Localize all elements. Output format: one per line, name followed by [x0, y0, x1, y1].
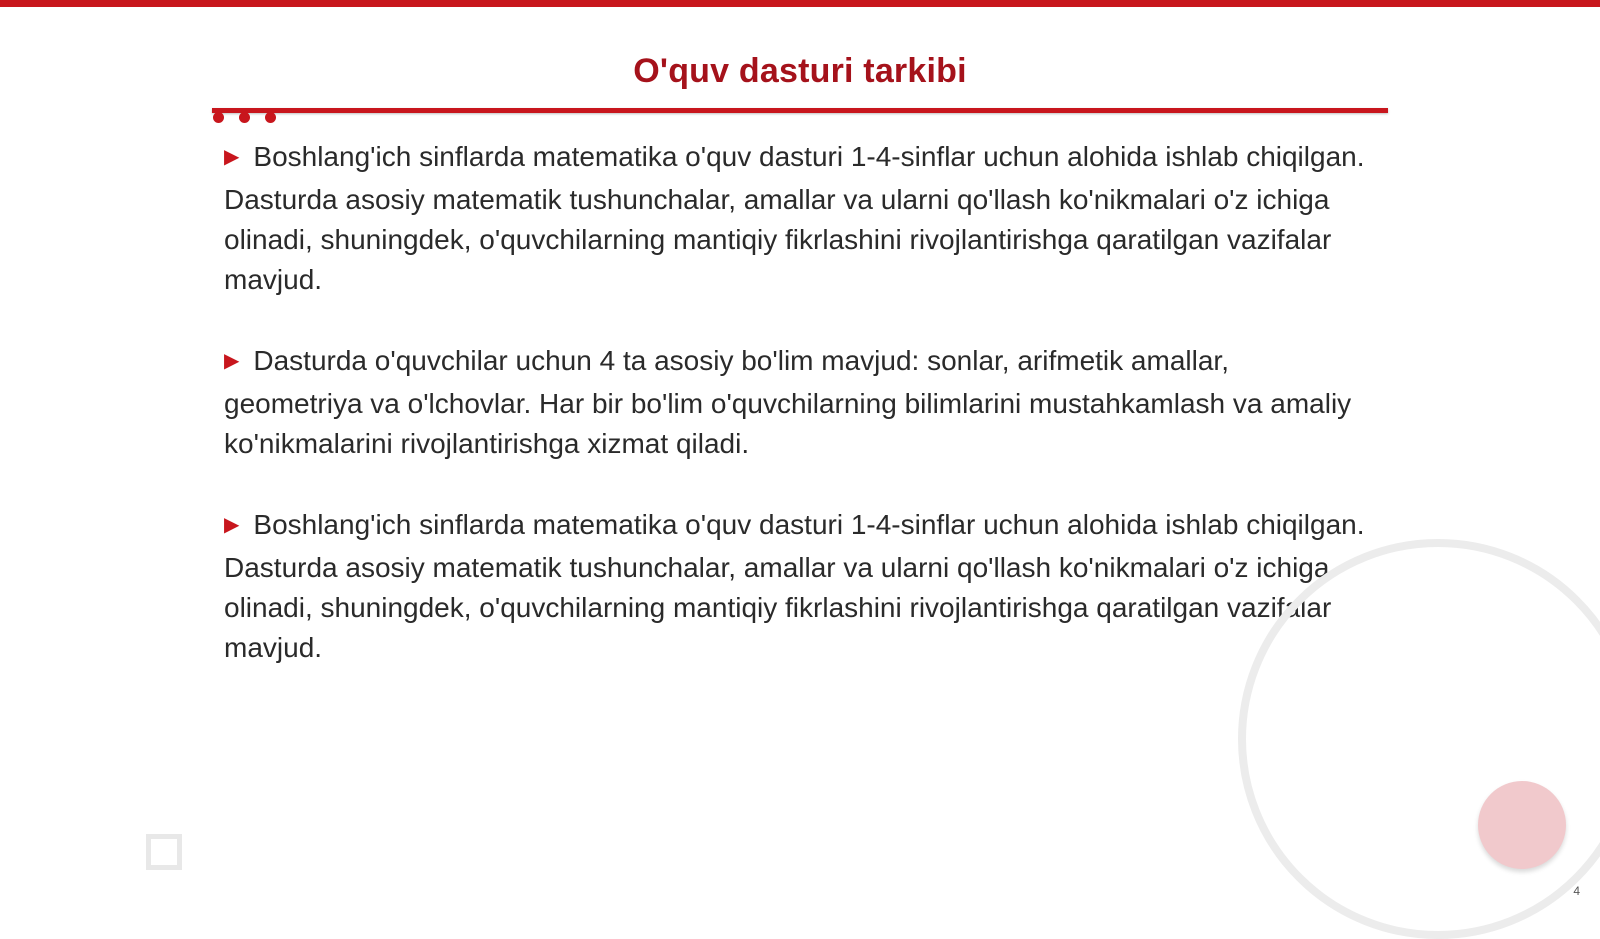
paragraph-text: Boshlang'ich sinflarda matematika o'quv dasturi 1-4-sinflar uchun alohida ishlab chiqilgan. Dasturda asosiy matematik tushunchalar, amallar va ularni qo'llash ko'nikmalari o'z ichiga olinadi, shuningdek, o'quvchilarning mantiqiy fikrlashini rivojlantirishga qaratilgan vazifalar mavjud. — [224, 141, 1365, 295]
title-underline-dot — [213, 112, 224, 123]
title-underline — [212, 108, 1388, 113]
bullet-arrow-icon: ▶ — [224, 514, 240, 536]
bullet-paragraph — [224, 137, 1374, 300]
title-underline-dot — [239, 112, 250, 123]
bullet-paragraph — [224, 341, 1374, 464]
paragraph-text: Dasturda o'quvchilar uchun 4 ta asosiy bo'lim mavjud: sonlar, arifmetik amallar, geometriya va o'lchovlar. Har bir bo'lim o'quvchilarning bilimlarini mustahkamlash va amaliy ko'nikmalarini rivojlantirishga xizmat qiladi. — [224, 345, 1352, 459]
slide-body — [224, 137, 1374, 709]
bullet-arrow-icon: ▶ — [224, 350, 240, 372]
paragraph-text: Boshlang'ich sinflarda matematika o'quv dasturi 1-4-sinflar uchun alohida ishlab chiqilgan. Dasturda asosiy matematik tushunchalar, amallar va ularni qo'llash ko'nikmalari o'z ichiga olinadi, shuningdek, o'quvchilarning mantiqiy fikrlashini rivojlantirishga qaratilgan vazifalar mavjud. — [224, 509, 1365, 663]
top-accent-bar — [0, 0, 1600, 7]
decorative-pink-dot — [1478, 781, 1566, 869]
decorative-square — [146, 834, 182, 870]
page-number: 4 — [1573, 884, 1580, 898]
bullet-arrow-icon: ▶ — [224, 146, 240, 168]
title-underline-dot — [265, 112, 276, 123]
slide-title: O'quv dasturi tarkibi — [633, 52, 967, 90]
bullet-paragraph — [224, 505, 1374, 668]
